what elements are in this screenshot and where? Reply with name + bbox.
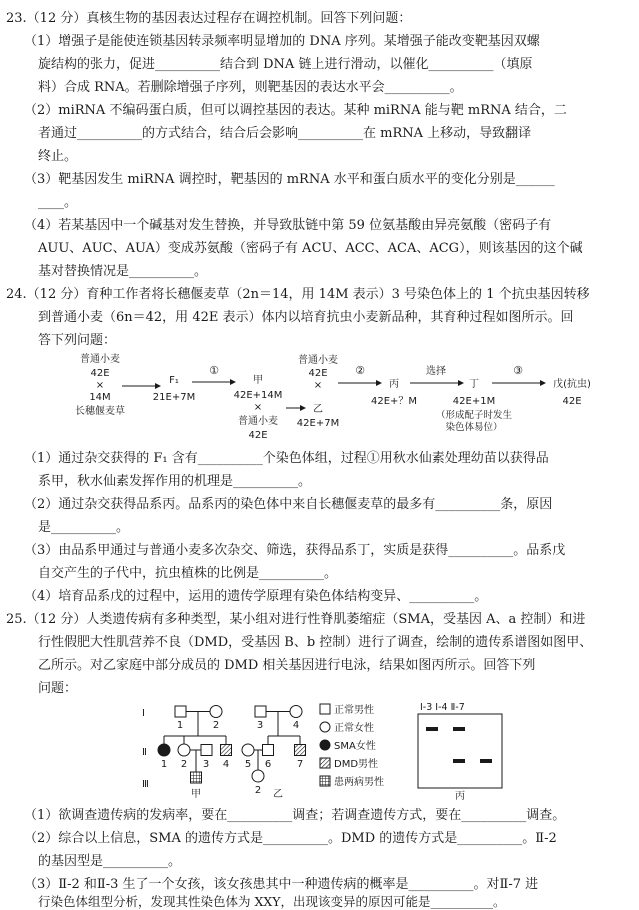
yi-II7-num: 7 (296, 759, 304, 770)
q23-part3-line2: ____。 (38, 195, 78, 210)
diagram-cross-1: × (95, 380, 105, 391)
q23-part4-line2: AUU、AUC、AUA）变成苏氨酸（密码子有 ACU、ACC、ACA、ACG），则该基因的这个碱 (38, 241, 583, 256)
diagram-bing: 丙 (389, 379, 399, 390)
diagram-yi-val: 42E+7M (296, 418, 340, 429)
q25-part3-line1: （3）Ⅱ-2 和Ⅱ-3 生了一个女孩，该女孩患其中一种遗传病的概率是__________。对Ⅱ-7 进 (24, 877, 539, 892)
q23-part4-line3: 基对替换情况是__________。 (38, 264, 208, 279)
gel-band-I4-upper (453, 727, 465, 731)
jia-II3-male (201, 745, 212, 756)
q25-part2-line1: （2）综合以上信息，SMA 的遗传方式是__________。DMD 的遗传方式是__________。Ⅱ-2 (24, 831, 557, 846)
diagram-f1-val: 21E+7M (152, 392, 196, 403)
q24-part1-line2: 系甲，秋水仙素发挥作用的机理是__________。 (38, 474, 312, 489)
jia-II1-sma-female (158, 744, 170, 756)
yi-I3-male (255, 706, 266, 717)
legend-sma-female-text: SMA女性 (334, 741, 376, 752)
legend-normal-female-text: 正常女性 (334, 723, 374, 734)
arrowhead-yi (300, 405, 306, 411)
diagram-bing-val: 42E+？M (370, 396, 418, 407)
diagram-step1: ① (209, 364, 219, 377)
label-yi: 乙 (273, 789, 283, 800)
gen-label-2: Ⅱ (142, 747, 147, 758)
jia-II4-num: 4 (222, 759, 230, 770)
diagram-42e-3: 42E (308, 368, 328, 379)
diagram-wu-val: 42E (562, 396, 582, 407)
diagram-42e-2: 42E (248, 430, 268, 441)
diagram-wheat-2: 普通小麦 (238, 416, 278, 427)
q24-stem-line1: 24.（12 分）育种工作者将长穗偃麦草（2n＝14，用 14M 表示）3 号染色体上的 1 个抗虫基因转移 (6, 287, 590, 302)
yi-I3-num: 3 (256, 720, 264, 731)
q23-part1-line3: 料）合成 RNA。若删除增强子序列，则靶基因的表达水平会__________。 (38, 80, 463, 95)
q24-part2-line2: 是__________。 (38, 520, 130, 535)
diagram-wu: 戊(抗虫) (553, 379, 591, 390)
jia-I1-male (175, 706, 186, 717)
diagram-wheat-3: 普通小麦 (298, 355, 338, 366)
q23-part4-line1: （4）若某基因中一个碱基对发生替换，并导致肽链中第 59 位氨基酸由异亮氨酸（密码子有 (24, 218, 552, 233)
yi-II6-num: 6 (264, 759, 272, 770)
jia-I2-female (210, 706, 222, 718)
q24-part2-line1: （2）通过杂交获得品系丙。品系丙的染色体中来自长穗偃麦草的最多有__________条，原因 (24, 497, 553, 512)
q25-stem-line3: 乙所示。对乙家庭中部分成员的 DMD 相关基因进行电泳，结果如图丙所示。回答下列 (38, 658, 536, 673)
q23-part1-line2: 旋结构的张力，促进__________结合到 DNA 链上进行滑动，以催化__________（填原 (38, 57, 533, 72)
q25-stem-line2: 行性假肥大性肌营养不良（DMD，受基因 B、b 控制）进行了调查，绘制的遗传系谱图如图甲、 (38, 635, 593, 650)
q24-part1-line1: （1）通过杂交获得的 F₁ 含有__________个染色体组，过程①用秋水仙素处理幼苗以获得品 (24, 451, 549, 466)
q25-part1-line1: （1）欲调查遗传病的发病率，要在__________调查；若调查遗传方式，要在__________调查。 (24, 808, 566, 823)
legend-sma-female-symbol (320, 740, 330, 750)
diagram-grass: 长穗偃麦草 (75, 406, 125, 417)
diagram-ding-note1: （形成配子时发生 (435, 410, 513, 421)
yi-II5-female (242, 744, 254, 756)
arrowhead-f1 (155, 383, 161, 389)
gel-band-II7 (480, 759, 492, 763)
jia-III1-both-male (191, 772, 202, 783)
q23-part2-line1: （2）miRNA 不编码蛋白质，但可以调控基因的表达。某种 miRNA 能与靶 mRNA 结合，二 (24, 103, 567, 118)
diagram-jia: 甲 (253, 375, 263, 386)
gen-label-3: Ⅲ (142, 779, 149, 790)
jia-I2-num: 2 (212, 720, 220, 731)
q23-part2-line3: 终止。 (38, 149, 78, 164)
q25-part2-line2: 的基因型是__________。 (38, 854, 182, 869)
yi-I4-female (290, 706, 302, 718)
diagram-42e-1: 42E (90, 368, 110, 379)
gel-frame (418, 714, 502, 788)
q23-stem: 23.（12 分）真核生物的基因表达过程存在调控机制。回答下列问题： (6, 11, 412, 26)
label-bing: 丙 (455, 791, 465, 800)
jia-I1-num: 1 (176, 720, 184, 731)
q23-part1-line1: （1）增强子是能使连锁基因转录频率明显增加的 DNA 序列。某增强子能改变靶基因双螺 (24, 34, 540, 49)
q24-part4-line1: （4）培育品系戊的过程中，运用的遗传学原理有染色体结构变异、__________。 (24, 589, 488, 604)
legend-both-male-symbol (320, 776, 330, 786)
diagram-yi: 乙 (313, 404, 323, 415)
diagram-select: 选择 (426, 366, 446, 377)
diagram-ding: 丁 (469, 379, 479, 390)
diagram-wheat-1: 普通小麦 (80, 354, 120, 365)
diagram-step3: ③ (513, 364, 523, 377)
breeding-flow-diagram (50, 352, 610, 444)
gel-band-I4-lower (453, 759, 465, 763)
yi-I4-num: 4 (292, 720, 300, 731)
label-jia: 甲 (191, 789, 201, 800)
jia-II4-dmd-male (221, 745, 232, 756)
gel-band-I3 (426, 727, 438, 731)
q23-part2-line2: 者通过__________的方式结合，结合后会影响__________在 mRNA 上移动，导致翻译 (38, 126, 532, 141)
pedigree-figure (130, 700, 530, 800)
diagram-14m: 14M (89, 392, 111, 403)
yi-III2-num: 2 (254, 785, 262, 796)
legend-dmd-male-text: DMD男性 (334, 759, 379, 770)
yi-II7-dmd-male (295, 745, 306, 756)
q24-part3-line2: 自交产生的子代中，抗虫植株的比例是__________。 (38, 566, 338, 581)
arrowhead-jia (230, 379, 236, 385)
diagram-step2: ② (355, 364, 365, 377)
gel-header: Ⅰ-3 Ⅰ-4 Ⅱ-7 (420, 702, 465, 713)
diagram-jia-val: 42E+14M (233, 390, 283, 401)
q24-stem-line2: 到普通小麦（6n＝42，用 42E 表示）体内以培育抗虫小麦新品种，其育种过程如图所示。回 (38, 310, 574, 325)
yi-II6-male (263, 745, 274, 756)
jia-II3-num: 3 (202, 759, 210, 770)
diagram-f1: F₁ (169, 375, 179, 386)
diagram-cross-3: × (313, 380, 323, 391)
legend-normal-female-symbol (320, 722, 330, 732)
arrowhead-ding (458, 380, 464, 386)
diagram-ding-val: 42E+1M (452, 396, 496, 407)
legend-both-male-text: 患两病男性 (334, 777, 384, 788)
jia-II1-num: 1 (160, 759, 168, 770)
legend-normal-male-text: 正常男性 (334, 705, 374, 716)
legend-dmd-male-symbol (320, 758, 330, 768)
q24-stem-line3: 答下列问题： (38, 333, 117, 348)
q23-part3-line1: （3）靶基因发生 miRNA 调控时，靶基因的 mRNA 水平和蛋白质水平的变化分别是______ (24, 172, 555, 187)
arrowhead-wu (540, 380, 546, 386)
jia-II2-female (178, 744, 190, 756)
jia-II2-num: 2 (180, 759, 188, 770)
yi-II5-num: 5 (244, 759, 252, 770)
yi-III2-female (252, 770, 264, 782)
diagram-cross-2: × (253, 402, 263, 413)
gen-label-1: Ⅰ (142, 708, 145, 719)
q25-part3-line2: 行染色体组型分析，发现其性染色体为 XXY，出现该变异的原因可能是__________。 (38, 894, 506, 909)
q25-stem-line1: 25.（12 分）人类遗传病有多种类型，某小组对进行性脊肌萎缩症（SMA，受基因 A、a 控制）和进 (6, 612, 586, 627)
arrowhead-bing (376, 380, 382, 386)
legend-normal-male-symbol (320, 704, 330, 714)
q25-stem-line4: 问题： (38, 681, 78, 696)
q24-part3-line1: （3）由品系甲通过与普通小麦多次杂交、筛选，获得品系丁，实质是获得__________。品系戊 (24, 543, 566, 558)
diagram-ding-note2: 染色体易位） (445, 422, 503, 433)
